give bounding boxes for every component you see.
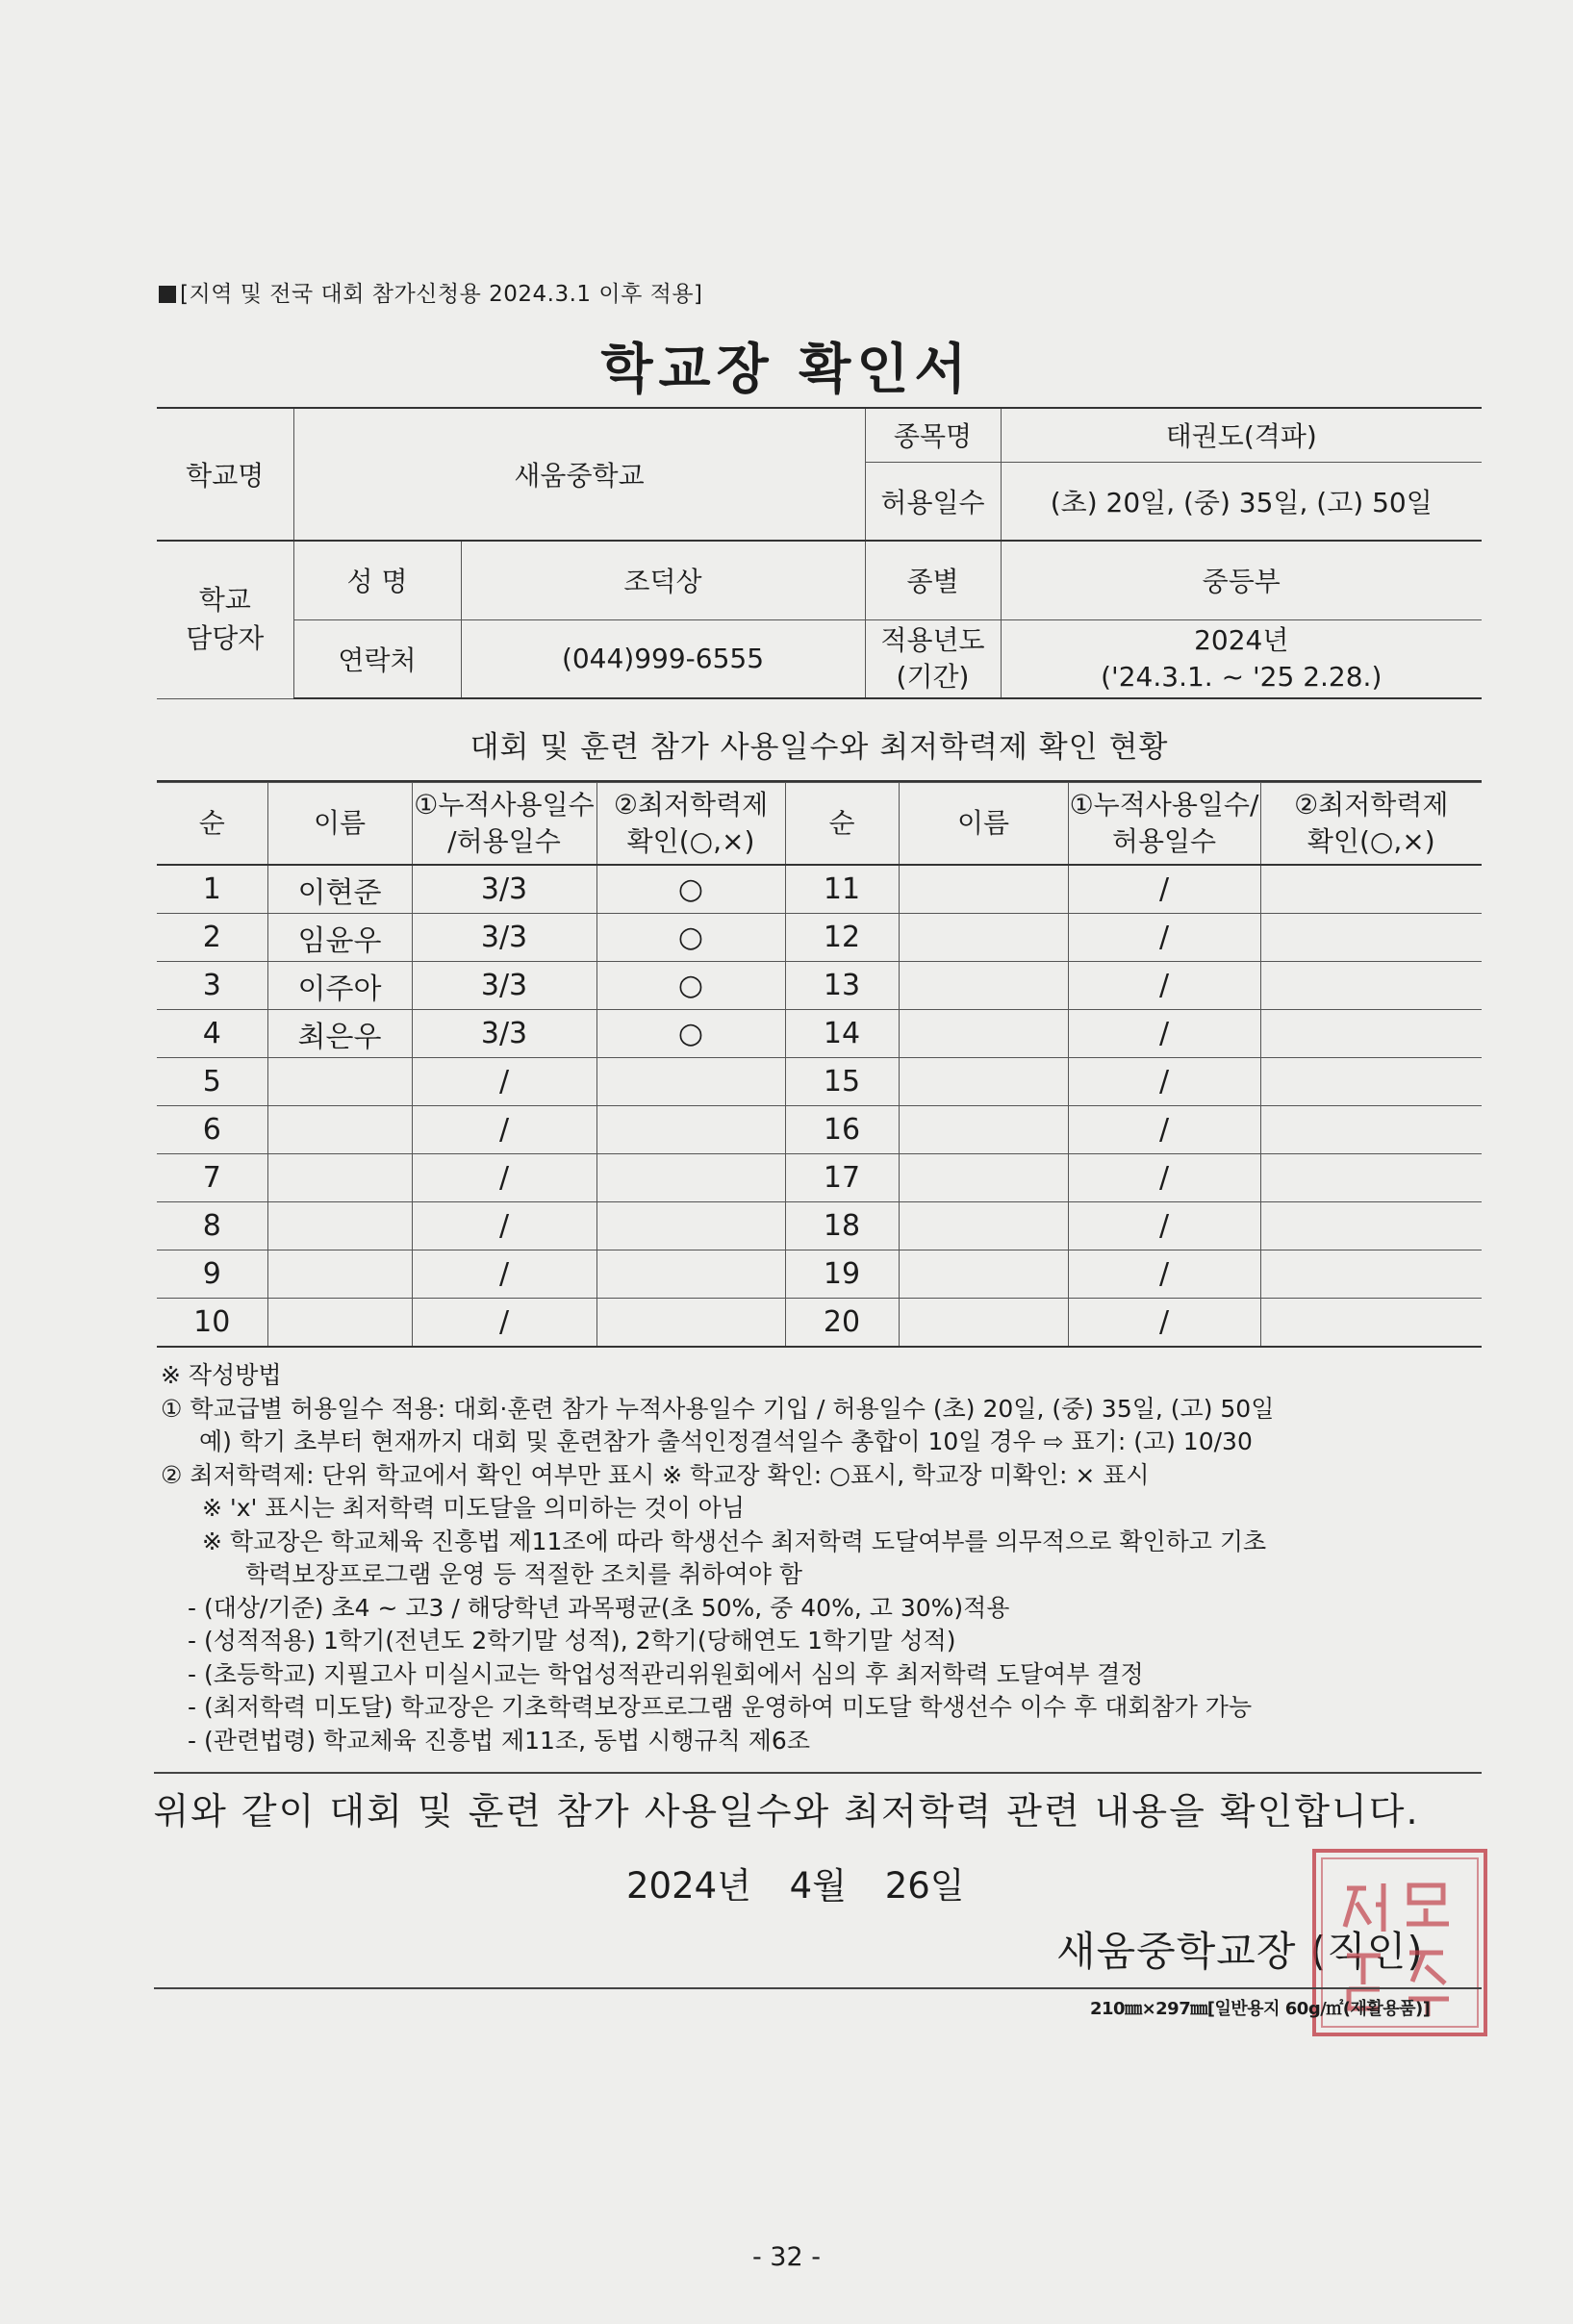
roster-right-days: / <box>1068 1058 1260 1106</box>
roster-left-check: ○ <box>596 914 785 962</box>
roster-right-name <box>899 1299 1068 1348</box>
roster-right-no: 18 <box>785 1202 899 1250</box>
header-days-left: ①누적사용일수 /허용일수 <box>412 783 596 866</box>
instruction-2-note-b: ※ 학교장은 학교체육 진흥법 제11조에 따라 학생선수 최저학력 도달여부를 의무적으로 확인하고 기초 <box>202 1527 1267 1555</box>
roster-right-name <box>899 1106 1068 1154</box>
roster-right-check <box>1260 962 1482 1010</box>
instruction-2-note-a: ※ 'x' 표시는 최저학력 미도달을 의미하는 것이 아님 <box>202 1494 745 1522</box>
roster-left-days: 3/3 <box>412 1010 596 1058</box>
contact-value: (044)999-6555 <box>461 619 865 698</box>
roster-right-name <box>899 1154 1068 1202</box>
page-number: - 32 - <box>751 2242 821 2272</box>
table-row <box>157 865 1482 914</box>
table-row <box>157 1058 1482 1106</box>
roster-left-days: 3/3 <box>412 962 596 1010</box>
roster-left-name <box>267 1299 412 1348</box>
roster-left-name <box>267 1154 412 1202</box>
event-value: 태권도(격파) <box>1001 408 1482 462</box>
roster-right-no: 14 <box>785 1010 899 1058</box>
roster-left-days: / <box>412 1058 596 1106</box>
header-days-right: ①누적사용일수/ 허용일수 <box>1068 783 1260 866</box>
roster-right-name <box>899 962 1068 1010</box>
division-label: 종별 <box>865 541 1001 619</box>
table-row <box>157 1010 1482 1058</box>
roster-left-check <box>596 1154 785 1202</box>
roster-left-name: 이현준 <box>267 865 412 914</box>
manager-name-label: 성 명 <box>293 541 461 619</box>
roster-right-no: 12 <box>785 914 899 962</box>
header-check-left: ②최저학력제 확인(○,×) <box>596 783 785 866</box>
table-row <box>157 962 1482 1010</box>
roster-left-no: 7 <box>157 1154 267 1202</box>
criteria-grades: - (성적적용) 1학기(전년도 2학기말 성적), 2학기(당해연도 1학기말 성적) <box>188 1627 956 1655</box>
form-usage-note: [지역 및 전국 대회 참가신청용 2024.3.1 이후 적용] <box>159 276 703 308</box>
roster-right-days: / <box>1068 865 1260 914</box>
roster-right-check <box>1260 865 1482 914</box>
roster-left-check <box>596 1299 785 1348</box>
roster-right-days: / <box>1068 1299 1260 1348</box>
roster-right-check <box>1260 1250 1482 1299</box>
table-row <box>157 1202 1482 1250</box>
roster-left-no: 10 <box>157 1299 267 1348</box>
divider-bottom <box>154 1987 1482 1989</box>
manager-label: 학교 담당자 <box>157 541 293 698</box>
writing-instructions <box>161 1359 1488 1757</box>
roster-right-days: / <box>1068 914 1260 962</box>
roster-right-check <box>1260 1299 1482 1348</box>
year-value: 2024년 ('24.3.1. ~ '25 2.28.) <box>1001 619 1482 698</box>
roster-left-check <box>596 1058 785 1106</box>
roster-left-no: 1 <box>157 865 267 914</box>
table-row <box>157 1154 1482 1202</box>
instruction-1: ① 학교급별 허용일수 적용: 대회·훈련 참가 누적사용일수 기입 / 허용일수 (초) 20일, (중) 35일, (고) 50일 <box>161 1394 1275 1423</box>
roster-left-name: 이주아 <box>267 962 412 1010</box>
criteria-elementary: - (초등학교) 지필고사 미실시교는 학업성적관리위원회에서 심의 후 최저학력 도달여부 결정 <box>188 1659 1144 1688</box>
roster-left-days: / <box>412 1299 596 1348</box>
division-value: 중등부 <box>1001 541 1482 619</box>
section-title: 대회 및 훈련 참가 사용일수와 최저학력제 확인 현황 <box>157 715 1482 782</box>
manager-name-value: 조덕상 <box>461 541 865 619</box>
instruction-2: ② 최저학력제: 단위 학교에서 확인 여부만 표시 ※ 학교장 확인: ○표시, 학교장 미확인: × 표시 <box>161 1460 1150 1489</box>
roster-left-check: ○ <box>596 1010 785 1058</box>
roster-right-days: / <box>1068 1010 1260 1058</box>
roster-right-name <box>899 1250 1068 1299</box>
roster-left-name <box>267 1058 412 1106</box>
roster-left-days: 3/3 <box>412 914 596 962</box>
paper-spec: 210㎜×297㎜[일반용지 60g/㎡(재활용품)] <box>1090 1999 1431 2019</box>
roster-right-check <box>1260 1106 1482 1154</box>
roster-left-no: 4 <box>157 1010 267 1058</box>
roster-left-no: 3 <box>157 962 267 1010</box>
table-row <box>157 1299 1482 1348</box>
document-title: 학교장 확인서 <box>600 339 973 401</box>
roster-right-name <box>899 865 1068 914</box>
roster-left-no: 6 <box>157 1106 267 1154</box>
divider-top <box>154 1772 1482 1774</box>
instruction-2-note-b-cont: 학력보장프로그램 운영 등 적절한 조치를 취하여야 함 <box>245 1560 802 1588</box>
roster-right-days: / <box>1068 962 1260 1010</box>
roster-left-check <box>596 1202 785 1250</box>
roster-right-no: 15 <box>785 1058 899 1106</box>
roster-right-name <box>899 1010 1068 1058</box>
contact-label: 연락처 <box>293 619 461 698</box>
roster-left-check: ○ <box>596 865 785 914</box>
roster-right-days: / <box>1068 1250 1260 1299</box>
header-name-left: 이름 <box>267 783 412 866</box>
school-name-value: 새움중학교 <box>293 408 865 541</box>
instruction-1-example: 예) 학기 초부터 현재까지 대회 및 훈련참가 출석인정결석일수 총합이 10일 경우 ⇨ 표기: (고) 10/30 <box>199 1427 1253 1455</box>
roster-left-no: 2 <box>157 914 267 962</box>
year-label: 적용년도 (기간) <box>865 619 1001 698</box>
roster-right-no: 13 <box>785 962 899 1010</box>
roster-right-name <box>899 1202 1068 1250</box>
roster-left-days: 3/3 <box>412 865 596 914</box>
criteria-not-met: - (최저학력 미도달) 학교장은 기초학력보장프로그램 운영하여 미도달 학생선수 이수 후 대회참가 가능 <box>188 1693 1253 1721</box>
roster-left-name <box>267 1202 412 1250</box>
criteria-target: - (대상/기준) 초4 ~ 고3 / 해당학년 과목평균(초 50%, 중 40%, 고 30%)적용 <box>188 1593 1010 1622</box>
instructions-heading: ※ 작성방법 <box>161 1361 282 1389</box>
table-row <box>157 1106 1482 1154</box>
school-info-table <box>157 407 1482 699</box>
roster-right-no: 19 <box>785 1250 899 1299</box>
confirmation-date: 2024년 4월 26일 <box>626 1865 965 1907</box>
roster-table <box>157 782 1482 1348</box>
square-bullet-icon <box>159 286 176 303</box>
confirmation-statement: 위와 같이 대회 및 훈련 참가 사용일수와 최저학력 관련 내용을 확인합니다. <box>153 1790 1420 1832</box>
roster-right-days: / <box>1068 1154 1260 1202</box>
roster-right-check <box>1260 1202 1482 1250</box>
header-check-right: ②최저학력제 확인(○,×) <box>1260 783 1482 866</box>
roster-left-days: / <box>412 1202 596 1250</box>
roster-left-no: 8 <box>157 1202 267 1250</box>
header-no-left: 순 <box>157 783 267 866</box>
roster-left-days: / <box>412 1106 596 1154</box>
roster-left-name: 임윤우 <box>267 914 412 962</box>
table-row <box>157 1250 1482 1299</box>
criteria-law: - (관련법령) 학교체육 진흥법 제11조, 동법 시행규칙 제6조 <box>188 1726 810 1755</box>
roster-left-days: / <box>412 1154 596 1202</box>
roster-left-name <box>267 1250 412 1299</box>
roster-right-name <box>899 1058 1068 1106</box>
roster-left-check: ○ <box>596 962 785 1010</box>
roster-left-name <box>267 1106 412 1154</box>
allowed-days-value: (초) 20일, (중) 35일, (고) 50일 <box>1001 462 1482 541</box>
roster-left-check <box>596 1106 785 1154</box>
event-label: 종목명 <box>865 408 1001 462</box>
roster-left-name: 최은우 <box>267 1010 412 1058</box>
roster-right-no: 11 <box>785 865 899 914</box>
roster-right-check <box>1260 1154 1482 1202</box>
roster-right-name <box>899 914 1068 962</box>
roster-right-check <box>1260 1010 1482 1058</box>
header-no-right: 순 <box>785 783 899 866</box>
header-name-right: 이름 <box>899 783 1068 866</box>
roster-right-no: 17 <box>785 1154 899 1202</box>
roster-right-check <box>1260 1058 1482 1106</box>
roster-right-check <box>1260 914 1482 962</box>
roster-left-check <box>596 1250 785 1299</box>
roster-right-no: 16 <box>785 1106 899 1154</box>
roster-right-days: / <box>1068 1202 1260 1250</box>
roster-left-no: 5 <box>157 1058 267 1106</box>
school-name-label: 학교명 <box>157 408 293 541</box>
roster-left-no: 9 <box>157 1250 267 1299</box>
roster-header-row <box>157 783 1482 866</box>
roster-right-no: 20 <box>785 1299 899 1348</box>
table-row <box>157 914 1482 962</box>
roster-left-days: / <box>412 1250 596 1299</box>
allowed-days-label: 허용일수 <box>865 462 1001 541</box>
principal-signature-line: 새움중학교장 (직인) <box>1056 1928 1424 1975</box>
roster-right-days: / <box>1068 1106 1260 1154</box>
